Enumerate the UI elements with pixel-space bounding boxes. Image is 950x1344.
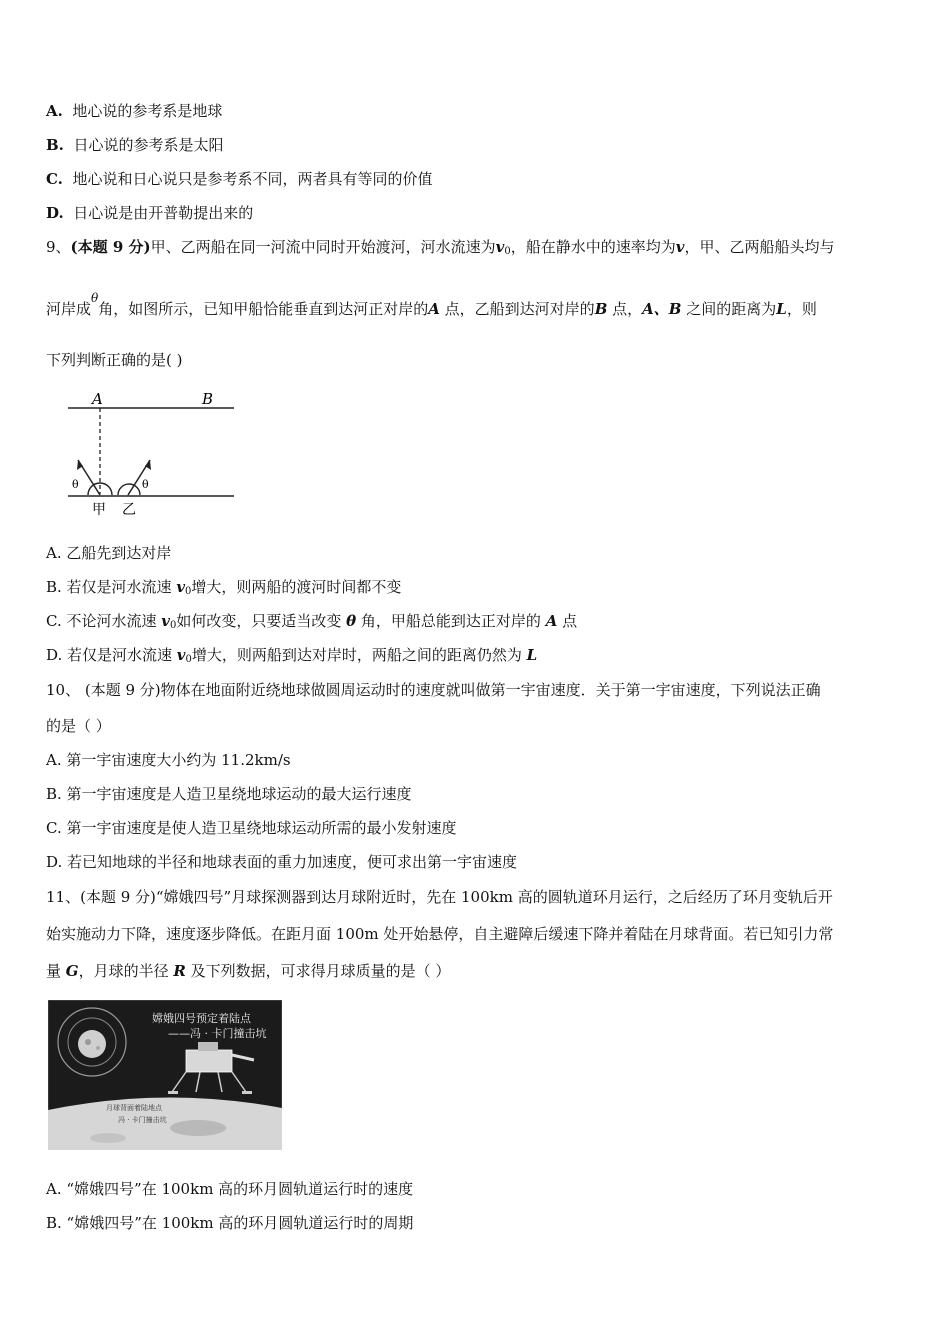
label-jia: 甲 (92, 502, 106, 518)
q10-option-a: A. 第一宇宙速度大小约为 11.2km/s (46, 751, 291, 769)
q9-option-a: A. 乙船先到达对岸 (46, 544, 172, 562)
q9-option-d: D. 若仅是河水流速 $v_0$增大，则两船到达对岸时，两船之间的距离仍然为 L (46, 646, 538, 665)
q9-stem-line3: 下列判断正确的是( ) (46, 351, 183, 369)
q9-stem-line1: 9、(本题 9 分)甲、乙两船在同一河流中同时开始渡河，河水流速为$v_0$，船在静水中的速率均为v，甲、乙两船船头均与 (46, 238, 835, 257)
q10-stem-line1: 10、 (本题 9 分)物体在地面附近绕地球做圆周运动时的速度就叫做第一宇宙速度．关于第一宇宙速度，下列说法正确 (46, 681, 821, 699)
label-a: A (92, 390, 103, 408)
q8-option-a: A. 地心说的参考系是地球 (46, 102, 223, 120)
label-b: B (202, 390, 214, 408)
q11-option-b: B. “嫦娥四号”在 100km 高的环月圆轨道运行时的周期 (46, 1214, 414, 1232)
q8-option-c: C. 地心说和日心说只是参考系不同，两者具有等同的价值 (46, 170, 433, 188)
q11-option-a: A. “嫦娥四号”在 100km 高的环月圆轨道运行时的速度 (46, 1180, 414, 1198)
theta-left: θ (72, 478, 79, 491)
jia-arrow-head (77, 460, 83, 470)
moon-label-line2: 冯 · 卡门撞击坑 (118, 1116, 167, 1124)
moon-icon (78, 1030, 106, 1058)
q9-stem-line2: 河岸成$^\theta$角，如图所示，已知甲船恰能垂直到达河正对岸的A 点，乙船到达河对岸的B 点，A、B 之间的距离为L，则 (46, 291, 817, 318)
q9-option-b: B. 若仅是河水流速 $v_0$增大，则两船的渡河时间都不变 (46, 578, 402, 597)
photo-title-line1: 嫦娥四号预定着陆点 (152, 1012, 251, 1025)
moon-label-line1: 月球背面着陆地点 (106, 1104, 162, 1112)
q10-option-d: D. 若已知地球的半径和地球表面的重力加速度，便可求出第一宇宙速度 (46, 853, 518, 871)
q10-option-c: C. 第一宇宙速度是使人造卫星绕地球运动所需的最小发射速度 (46, 819, 457, 837)
q8-option-b: B. 日心说的参考系是太阳 (46, 136, 224, 154)
river-crossing-diagram (62, 388, 242, 520)
label-yi: 乙 (122, 502, 136, 518)
q10-option-b: B. 第一宇宙速度是人造卫星绕地球运动的最大运行速度 (46, 785, 412, 803)
q11-stem-line2: 始实施动力下降，速度逐步降低。在距月面 100m 处开始悬停，自主避障后缓速下降并着陆在月球背面。若已知引力常 (46, 925, 834, 943)
change4-lander-photo (48, 1000, 282, 1150)
theta-right: θ (142, 478, 149, 491)
q11-stem-line3: 量 G，月球的半径 R 及下列数据，可求得月球质量的是（ ） (46, 962, 451, 980)
q11-stem-line1: 11、(本题 9 分)“嫦娥四号”月球探测器到达月球附近时，先在 100km 高的圆轨道环月运行，之后经历了环月变轨后开 (46, 888, 833, 906)
photo-title-line2: ——冯 · 卡门撞击坑 (168, 1027, 267, 1040)
q8-option-d: D. 日心说是由开普勒提出来的 (46, 204, 254, 222)
q10-stem-line2: 的是（ ） (46, 717, 111, 735)
yi-arrow-head (145, 460, 151, 470)
q9-option-c: C. 不论河水流速 $v_0$如何改变，只要适当改变 θ 角，甲船总能到达正对岸的 A 点 (46, 612, 578, 631)
